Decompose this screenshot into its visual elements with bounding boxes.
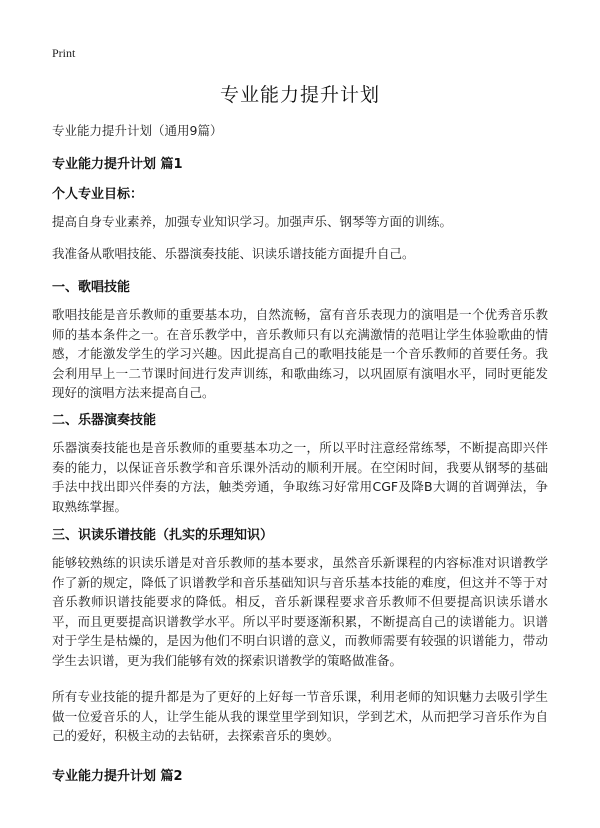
- part2-heading: 二、乐器演奏技能: [52, 413, 157, 428]
- print-label: Print: [52, 46, 76, 60]
- goal-text: 提高自身专业素养，加强专业知识学习。加强声乐、钢琴等方面的训练。: [52, 214, 453, 229]
- document-subtitle: 专业能力提升计划（通用9篇）: [52, 123, 223, 138]
- part3-heading: 三、识读乐谱技能（扎实的乐理知识）: [52, 528, 274, 543]
- section2-heading: 专业能力提升计划 篇2: [52, 769, 183, 784]
- part3-paragraph: 能够较熟练的识读乐谱是对音乐教师的基本要求，虽然音乐新课程的内容标准对识谱教学作了新的规定，降低了识谱教学和音乐基础知识与音乐基本技能的难度，但这并不等于对音乐教师识谱技能要求的降低。相反，音乐新课程要求音乐教师不但要提高识读乐谱水平，而且更要提高识谱教学水平。所以平时要逐渐积累，不断提高自己的读谱能力。识谱对于学生是枯燥的，是因为他们不明白识谱的意义，而教师需要有较强的识谱能力，带动学生去识谱，更为我们能够有效的探索识谱教学的策略做准备。: [52, 555, 548, 668]
- goal-heading: 个人专业目标：: [52, 187, 144, 202]
- page-title: 专业能力提升计划: [219, 84, 380, 106]
- part1-heading: 一、歌唱技能: [52, 280, 131, 295]
- section1-heading: 专业能力提升计划 篇1: [52, 157, 183, 172]
- closing-paragraph: 所有专业技能的提升都是为了更好的上好每一节音乐课，利用老师的知识魅力去吸引学生做一位爱音乐的人，让学生能从我的课堂里学到知识，学到艺术，从而把学习音乐作为自己的爱好，积极主动的去钻研，去探索音乐的奥妙。: [52, 689, 548, 743]
- plan-text: 我准备从歌唱技能、乐器演奏技能、识读乐谱技能方面提升自己。: [52, 246, 415, 261]
- part1-paragraph: 歌唱技能是音乐教师的重要基本功，自然流畅，富有音乐表现力的演唱是一个优秀音乐教师的基本条件之一。在音乐教学中，音乐教师只有以充满激情的范唱让学生体验歌曲的情感，才能激发学生的学习兴趣。因此提高自己的歌唱技能是一个音乐教师的首要任务。我会利用早上一二节课时间进行发声训练，和歌曲练习，以巩固原有演唱水平，同时更能发现好的演唱方法来提高自己。: [52, 307, 548, 400]
- part2-paragraph: 乐器演奏技能也是音乐教师的重要基本功之一，所以平时注意经常练琴，不断提高即兴伴奏的能力，以保证音乐教学和音乐课外活动的顺利开展。在空闲时间，我要从钢琴的基础手法中找出即兴伴奏的方法，触类旁通，争取练习好常用CGF及降B大调的首调弹法，争取熟练掌握。: [52, 440, 548, 514]
